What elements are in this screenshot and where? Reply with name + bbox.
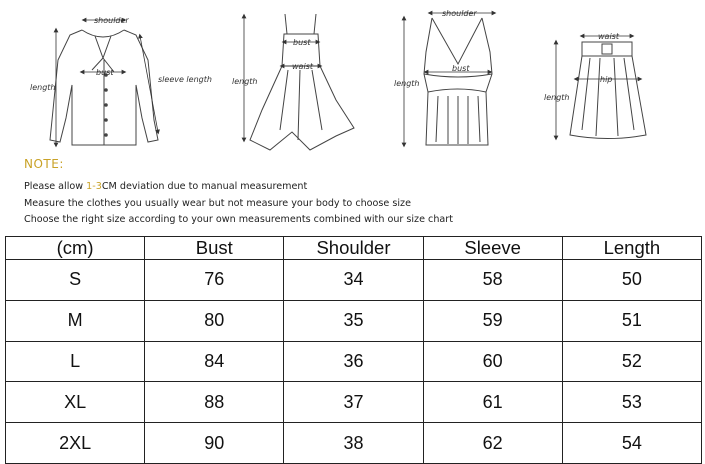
- label-length: length: [394, 79, 420, 88]
- label-length: length: [30, 83, 56, 92]
- sleeve-cell: 61: [423, 382, 562, 423]
- header-length: Length: [562, 237, 701, 260]
- note-line-choose: Choose the right size according to your own measurements combined with our size chart: [24, 214, 453, 225]
- label-waist: waist: [292, 62, 313, 71]
- sleeve-cell: 58: [423, 260, 562, 301]
- bust-cell: 90: [145, 423, 284, 464]
- sleeve-cell: 60: [423, 341, 562, 382]
- sleeve-cell: 62: [423, 423, 562, 464]
- table-row: [6, 423, 702, 464]
- table-row: [6, 382, 702, 423]
- bust-cell: 88: [145, 382, 284, 423]
- shoulder-cell: 34: [284, 260, 423, 301]
- header-sleeve: Sleeve: [423, 237, 562, 260]
- vest-top-icon: [424, 18, 492, 145]
- length-cell: 51: [562, 300, 701, 341]
- length-cell: 50: [562, 260, 701, 301]
- label-sleeve-length: sleeve length: [158, 75, 212, 84]
- note-highlight: 1-3: [86, 181, 102, 192]
- size-cell: M: [6, 300, 145, 341]
- label-shoulder: shoulder: [442, 9, 477, 18]
- label-bust: bust: [452, 64, 470, 73]
- note-text: Please allow: [24, 181, 87, 192]
- shoulder-cell: 35: [284, 300, 423, 341]
- size-cell: 2XL: [6, 423, 145, 464]
- size-cell: XL: [6, 382, 145, 423]
- size-chart-table: [5, 236, 702, 464]
- dress-icon: [250, 14, 354, 150]
- bust-cell: 80: [145, 300, 284, 341]
- label-length: length: [544, 93, 570, 102]
- table-header-row: [6, 237, 702, 260]
- label-waist: waist: [598, 32, 619, 41]
- table-row: [6, 341, 702, 382]
- size-note: [24, 157, 453, 229]
- bust-cell: 84: [145, 341, 284, 382]
- note-line-measure: Measure the clothes you usually wear but not measure your body to choose size: [24, 197, 411, 209]
- size-cell: L: [6, 341, 145, 382]
- shoulder-cell: 37: [284, 382, 423, 423]
- label-bust: bust: [293, 38, 311, 47]
- shoulder-cell: 36: [284, 341, 423, 382]
- label-bust: bust: [96, 68, 114, 77]
- size-cell: S: [6, 260, 145, 301]
- note-line-deviation: [24, 179, 453, 196]
- shoulder-cell: 38: [284, 423, 423, 464]
- header-unit: (cm): [6, 237, 145, 260]
- length-cell: 53: [562, 382, 701, 423]
- skirt-icon: [570, 42, 646, 139]
- bust-cell: 76: [145, 260, 284, 301]
- length-cell: 52: [562, 341, 701, 382]
- note-title: NOTE:: [24, 157, 64, 171]
- table-row: [6, 300, 702, 341]
- sleeve-cell: 59: [423, 300, 562, 341]
- label-hip: hip: [600, 75, 613, 84]
- note-text: CM deviation due to manual measurement: [101, 181, 308, 192]
- label-length: length: [232, 77, 258, 86]
- length-cell: 54: [562, 423, 701, 464]
- label-shoulder: shoulder: [94, 16, 129, 25]
- table-row: [6, 260, 702, 301]
- header-bust: Bust: [145, 237, 284, 260]
- header-shoulder: Shoulder: [284, 237, 423, 260]
